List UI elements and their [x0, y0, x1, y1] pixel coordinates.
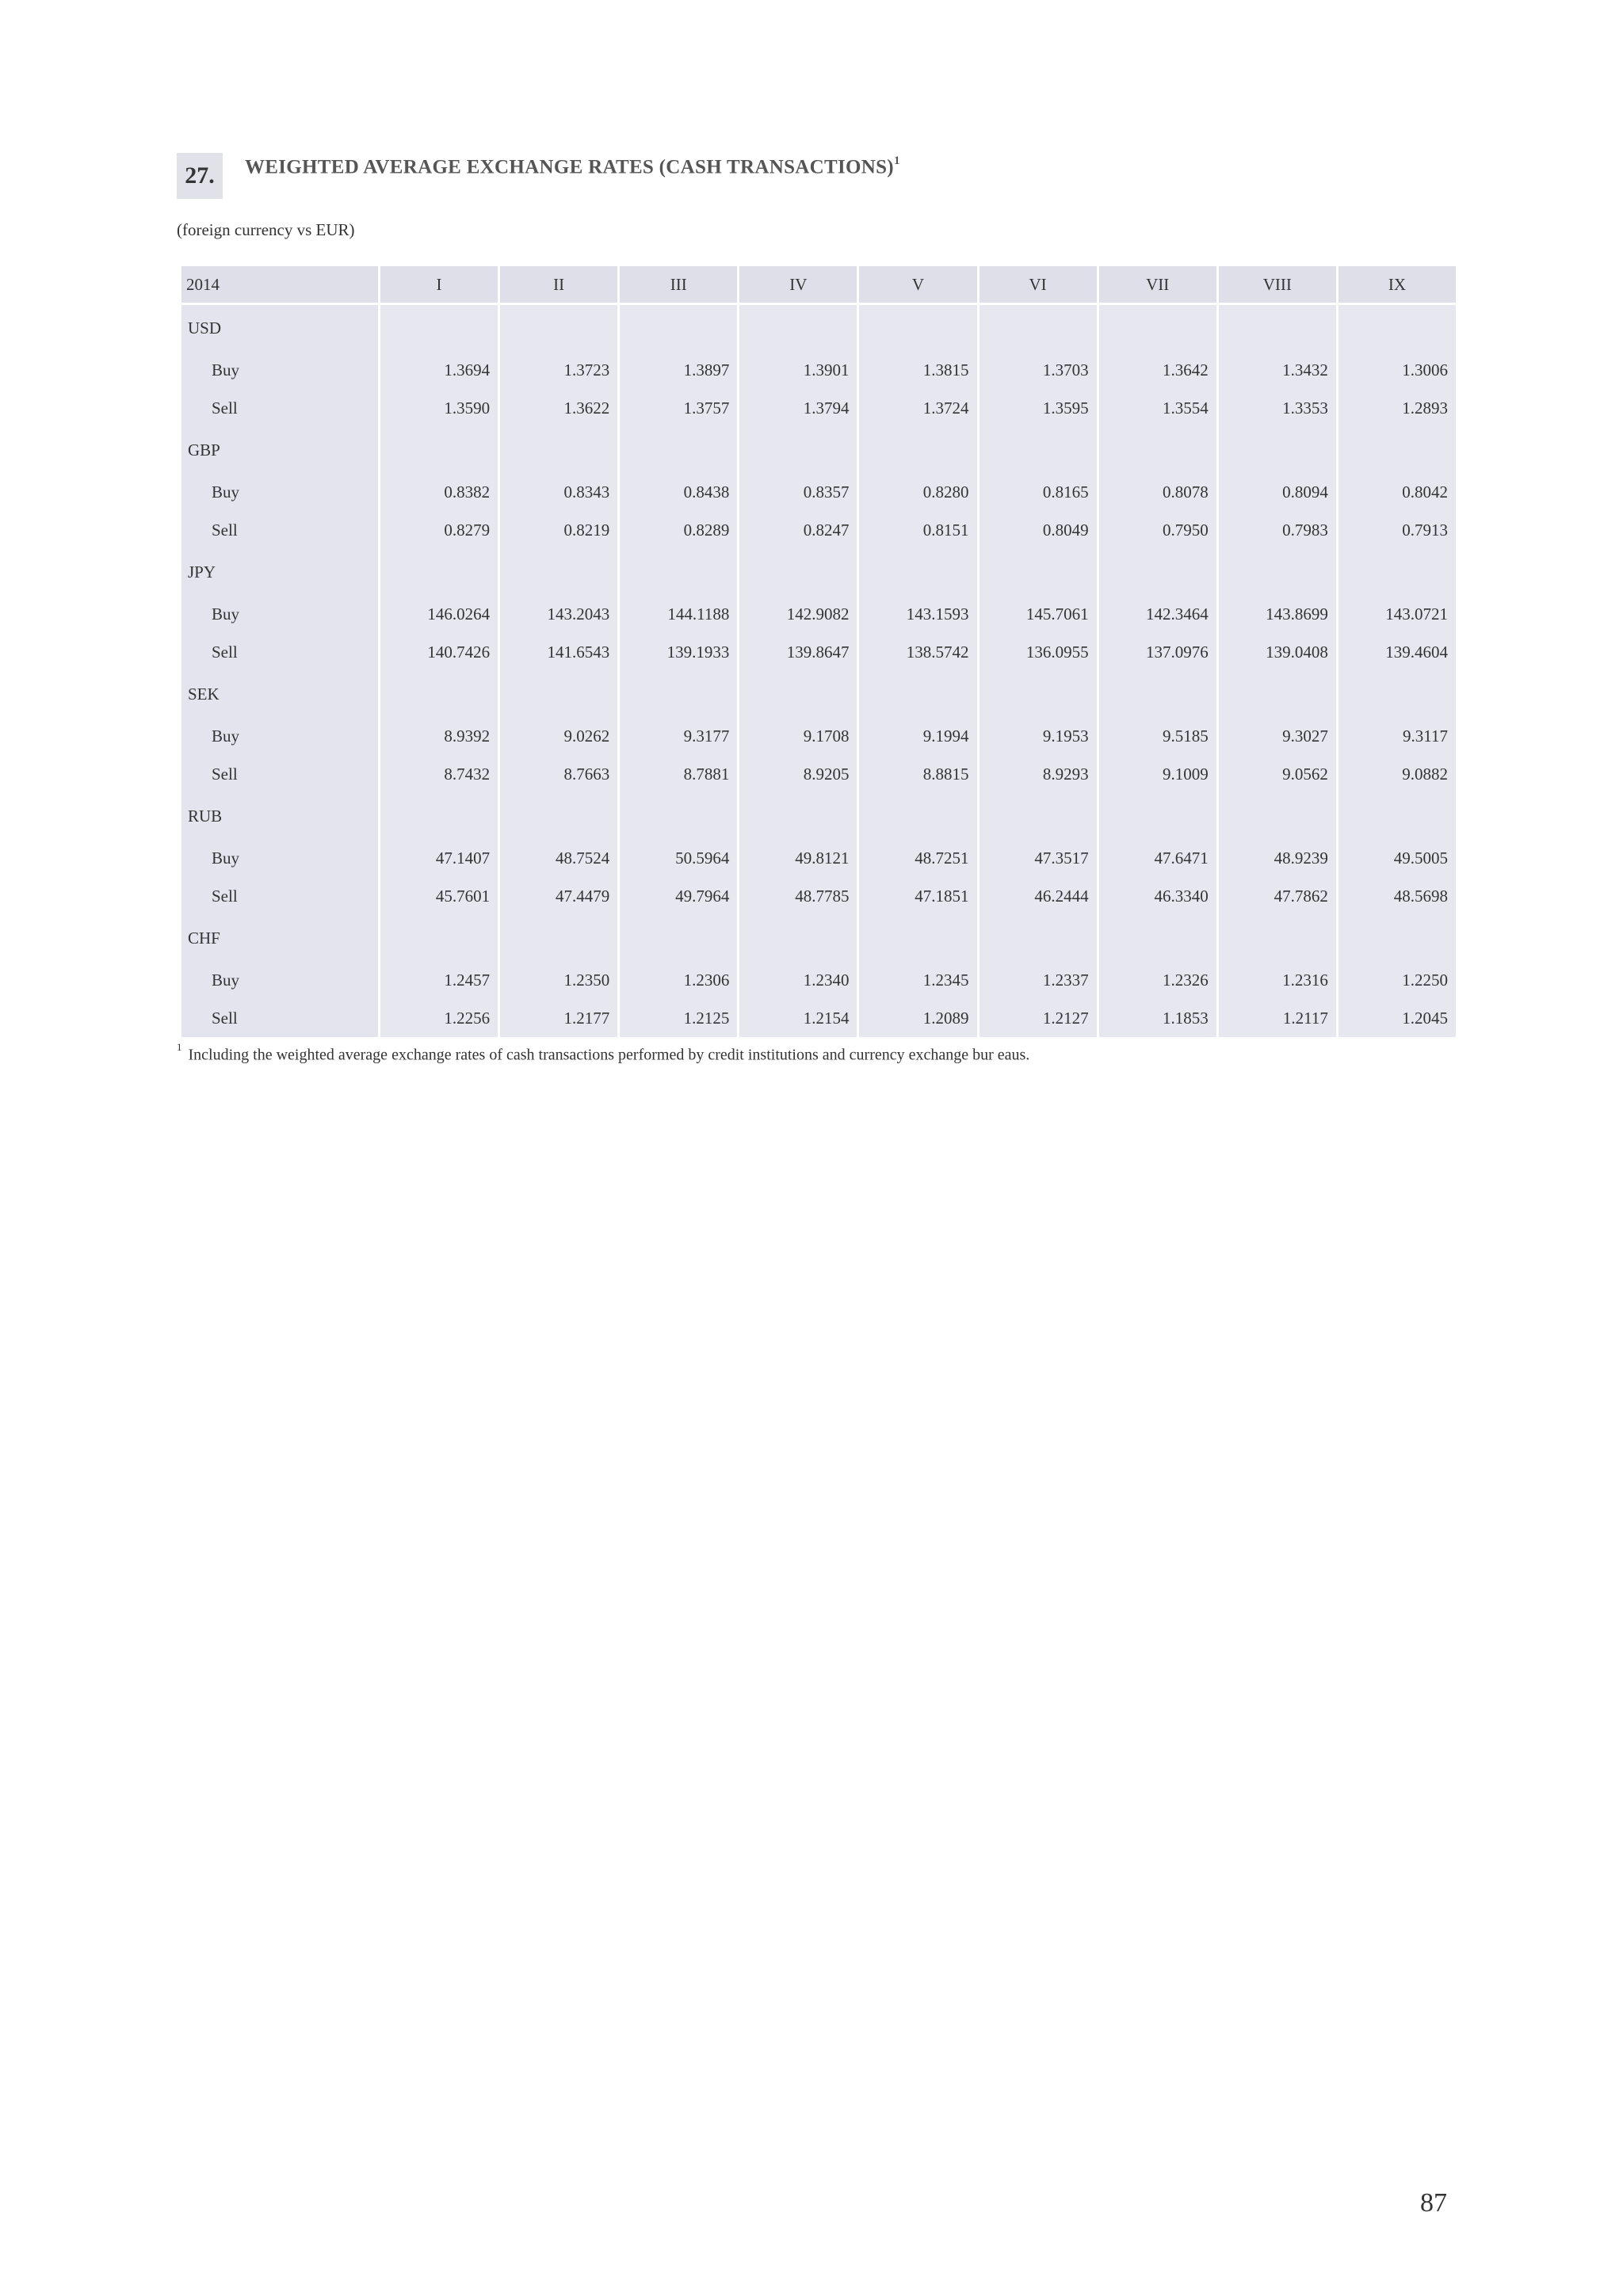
empty-cell — [1099, 793, 1216, 839]
rate-value: 1.2326 — [1099, 961, 1216, 999]
rate-value: 146.0264 — [380, 595, 498, 633]
rate-type-label: Sell — [181, 633, 378, 671]
empty-cell — [500, 793, 617, 839]
rate-value: 8.9392 — [380, 717, 498, 755]
rate-value: 138.5742 — [859, 633, 976, 671]
rate-type-label: Buy — [181, 351, 378, 389]
year-header: 2014 — [181, 266, 378, 305]
rate-value: 0.8343 — [500, 473, 617, 511]
empty-cell — [1338, 549, 1456, 595]
rate-value: 1.1853 — [1099, 999, 1216, 1037]
rate-value: 9.1009 — [1099, 755, 1216, 793]
rate-value: 9.1994 — [859, 717, 976, 755]
empty-cell — [1099, 427, 1216, 473]
empty-cell — [1099, 549, 1216, 595]
rate-value: 1.3723 — [500, 351, 617, 389]
currency-code: RUB — [181, 793, 378, 839]
footnote-mark: 1 — [177, 1041, 182, 1053]
rate-value: 1.3622 — [500, 389, 617, 427]
empty-cell — [380, 793, 498, 839]
currency-row — [181, 427, 1456, 473]
empty-cell — [620, 793, 737, 839]
empty-cell — [1219, 793, 1336, 839]
rate-value: 1.3642 — [1099, 351, 1216, 389]
rate-value: 47.3517 — [980, 839, 1097, 877]
rate-value: 8.9205 — [739, 755, 857, 793]
rate-value: 136.0955 — [980, 633, 1097, 671]
rate-type-label: Sell — [181, 755, 378, 793]
rate-value: 1.2340 — [739, 961, 857, 999]
empty-cell — [859, 793, 976, 839]
table-row — [181, 389, 1456, 427]
rate-value: 0.8094 — [1219, 473, 1336, 511]
empty-cell — [380, 671, 498, 717]
table-header-row — [181, 266, 1456, 305]
empty-cell — [620, 915, 737, 961]
rate-value: 142.9082 — [739, 595, 857, 633]
rate-value: 0.8357 — [739, 473, 857, 511]
rate-value: 47.1851 — [859, 877, 976, 915]
rate-type-label: Sell — [181, 877, 378, 915]
empty-cell — [980, 671, 1097, 717]
rate-value: 9.1708 — [739, 717, 857, 755]
rate-value: 9.1953 — [980, 717, 1097, 755]
rate-value: 139.0408 — [1219, 633, 1336, 671]
rate-value: 1.2337 — [980, 961, 1097, 999]
footnote-text: Including the weighted average exchange rates of cash transactions performed by credit institutions and currency exchange bur eaus. — [188, 1046, 1030, 1064]
empty-cell — [1099, 305, 1216, 351]
empty-cell — [380, 549, 498, 595]
rate-value: 49.8121 — [739, 839, 857, 877]
rate-value: 143.0721 — [1338, 595, 1456, 633]
empty-cell — [380, 427, 498, 473]
rate-value: 1.2089 — [859, 999, 976, 1037]
empty-cell — [1099, 671, 1216, 717]
rate-value: 0.8438 — [620, 473, 737, 511]
empty-cell — [1219, 671, 1336, 717]
rate-value: 0.8279 — [380, 511, 498, 549]
rate-value: 0.8280 — [859, 473, 976, 511]
empty-cell — [1219, 427, 1336, 473]
empty-cell — [380, 915, 498, 961]
empty-cell — [500, 671, 617, 717]
rate-value: 0.8165 — [980, 473, 1097, 511]
section-title — [245, 156, 900, 178]
currency-row — [181, 305, 1456, 351]
rate-value: 49.7964 — [620, 877, 737, 915]
rate-value: 47.4479 — [500, 877, 617, 915]
empty-cell — [620, 427, 737, 473]
empty-cell — [980, 427, 1097, 473]
table-row — [181, 999, 1456, 1037]
rate-value: 137.0976 — [1099, 633, 1216, 671]
empty-cell — [1219, 915, 1336, 961]
rate-type-label: Buy — [181, 961, 378, 999]
section-title-text: WEIGHTED AVERAGE EXCHANGE RATES (CASH TRANSACTIONS) — [245, 156, 894, 178]
rate-value: 0.8247 — [739, 511, 857, 549]
rate-value: 1.2457 — [380, 961, 498, 999]
empty-cell — [980, 915, 1097, 961]
page-number: 87 — [1420, 2188, 1447, 2218]
rate-value: 143.8699 — [1219, 595, 1336, 633]
rate-value: 9.0262 — [500, 717, 617, 755]
rate-value: 47.1407 — [380, 839, 498, 877]
rate-value: 1.2117 — [1219, 999, 1336, 1037]
rate-type-label: Sell — [181, 389, 378, 427]
empty-cell — [500, 427, 617, 473]
rate-value: 1.3897 — [620, 351, 737, 389]
rate-value: 1.3554 — [1099, 389, 1216, 427]
empty-cell — [620, 549, 737, 595]
rate-value: 1.2154 — [739, 999, 857, 1037]
rate-value: 9.3027 — [1219, 717, 1336, 755]
rate-value: 1.2350 — [500, 961, 617, 999]
rate-value: 8.9293 — [980, 755, 1097, 793]
rate-value: 1.3794 — [739, 389, 857, 427]
rate-value: 0.8382 — [380, 473, 498, 511]
empty-cell — [1338, 915, 1456, 961]
currency-row — [181, 671, 1456, 717]
rate-value: 46.2444 — [980, 877, 1097, 915]
empty-cell — [859, 305, 976, 351]
rate-value: 1.3590 — [380, 389, 498, 427]
rate-type-label: Sell — [181, 999, 378, 1037]
rate-value: 47.6471 — [1099, 839, 1216, 877]
rate-value: 1.2127 — [980, 999, 1097, 1037]
currency-code: CHF — [181, 915, 378, 961]
empty-cell — [1219, 305, 1336, 351]
rate-value: 8.7663 — [500, 755, 617, 793]
currency-code: SEK — [181, 671, 378, 717]
rate-value: 50.5964 — [620, 839, 737, 877]
empty-cell — [859, 915, 976, 961]
section-title-footnote-mark: 1 — [893, 154, 900, 167]
rate-value: 48.9239 — [1219, 839, 1336, 877]
rate-value: 139.1933 — [620, 633, 737, 671]
rate-value: 0.8151 — [859, 511, 976, 549]
empty-cell — [620, 305, 737, 351]
rate-value: 1.3595 — [980, 389, 1097, 427]
rate-value: 139.4604 — [1338, 633, 1456, 671]
empty-cell — [859, 671, 976, 717]
rate-value: 0.7983 — [1219, 511, 1336, 549]
empty-cell — [859, 427, 976, 473]
table-row — [181, 717, 1456, 755]
month-header: I — [380, 266, 498, 305]
empty-cell — [1338, 305, 1456, 351]
rate-value: 1.2316 — [1219, 961, 1336, 999]
table-row — [181, 633, 1456, 671]
rate-value: 48.7251 — [859, 839, 976, 877]
rate-value: 9.3177 — [620, 717, 737, 755]
rate-value: 9.3117 — [1338, 717, 1456, 755]
rate-value: 1.3432 — [1219, 351, 1336, 389]
month-header: VI — [980, 266, 1097, 305]
empty-cell — [1219, 549, 1336, 595]
empty-cell — [1338, 793, 1456, 839]
rate-value: 140.7426 — [380, 633, 498, 671]
rate-value: 1.2125 — [620, 999, 737, 1037]
rate-value: 0.8049 — [980, 511, 1097, 549]
rate-value: 1.3694 — [380, 351, 498, 389]
rate-value: 1.3901 — [739, 351, 857, 389]
section-number: 27. — [177, 153, 223, 199]
rate-value: 1.3815 — [859, 351, 976, 389]
rate-value: 1.3724 — [859, 389, 976, 427]
rate-value: 8.7881 — [620, 755, 737, 793]
rate-value: 0.7913 — [1338, 511, 1456, 549]
rate-value: 143.2043 — [500, 595, 617, 633]
rate-value: 1.3353 — [1219, 389, 1336, 427]
rate-value: 9.0882 — [1338, 755, 1456, 793]
month-header: IX — [1338, 266, 1456, 305]
empty-cell — [739, 427, 857, 473]
rate-value: 49.5005 — [1338, 839, 1456, 877]
rate-type-label: Sell — [181, 511, 378, 549]
empty-cell — [980, 793, 1097, 839]
empty-cell — [620, 671, 737, 717]
rate-value: 45.7601 — [380, 877, 498, 915]
rate-value: 1.3757 — [620, 389, 737, 427]
rate-value: 8.7432 — [380, 755, 498, 793]
empty-cell — [1099, 915, 1216, 961]
empty-cell — [739, 671, 857, 717]
rate-value: 9.0562 — [1219, 755, 1336, 793]
rate-value: 1.2250 — [1338, 961, 1456, 999]
rate-type-label: Buy — [181, 473, 378, 511]
rate-value: 47.7862 — [1219, 877, 1336, 915]
empty-cell — [739, 915, 857, 961]
rate-value: 141.6543 — [500, 633, 617, 671]
rate-value: 1.2893 — [1338, 389, 1456, 427]
section-header — [177, 153, 900, 199]
table-row — [181, 755, 1456, 793]
rate-value: 48.7785 — [739, 877, 857, 915]
rate-value: 1.2306 — [620, 961, 737, 999]
table-row — [181, 961, 1456, 999]
table-row — [181, 595, 1456, 633]
empty-cell — [980, 549, 1097, 595]
rate-value: 1.2256 — [380, 999, 498, 1037]
table-body — [181, 305, 1456, 1037]
rate-value: 1.2345 — [859, 961, 976, 999]
empty-cell — [1338, 671, 1456, 717]
rate-value: 0.8042 — [1338, 473, 1456, 511]
empty-cell — [980, 305, 1097, 351]
month-header: III — [620, 266, 737, 305]
month-header: II — [500, 266, 617, 305]
rate-value: 1.2045 — [1338, 999, 1456, 1037]
rate-value: 1.2177 — [500, 999, 617, 1037]
currency-row — [181, 915, 1456, 961]
empty-cell — [500, 549, 617, 595]
table-subtitle: (foreign currency vs EUR) — [177, 220, 355, 239]
rate-value: 9.5185 — [1099, 717, 1216, 755]
rate-value: 145.7061 — [980, 595, 1097, 633]
rate-type-label: Buy — [181, 595, 378, 633]
month-header: V — [859, 266, 976, 305]
footnote — [177, 1041, 1030, 1065]
currency-row — [181, 793, 1456, 839]
rate-value: 48.5698 — [1338, 877, 1456, 915]
rate-value: 144.1188 — [620, 595, 737, 633]
empty-cell — [859, 549, 976, 595]
empty-cell — [500, 305, 617, 351]
rate-value: 0.8219 — [500, 511, 617, 549]
month-header: IV — [739, 266, 857, 305]
month-header: VII — [1099, 266, 1216, 305]
exchange-rates-table — [179, 266, 1458, 1037]
rate-value: 0.8289 — [620, 511, 737, 549]
empty-cell — [500, 915, 617, 961]
table-row — [181, 511, 1456, 549]
empty-cell — [1338, 427, 1456, 473]
rate-value: 142.3464 — [1099, 595, 1216, 633]
empty-cell — [739, 793, 857, 839]
rate-value: 1.3006 — [1338, 351, 1456, 389]
table-row — [181, 839, 1456, 877]
rate-value: 48.7524 — [500, 839, 617, 877]
table-row — [181, 473, 1456, 511]
currency-code: GBP — [181, 427, 378, 473]
rate-value: 1.3703 — [980, 351, 1097, 389]
rate-value: 46.3340 — [1099, 877, 1216, 915]
table-row — [181, 877, 1456, 915]
rate-value: 0.7950 — [1099, 511, 1216, 549]
currency-code: JPY — [181, 549, 378, 595]
currency-row — [181, 549, 1456, 595]
rate-value: 8.8815 — [859, 755, 976, 793]
rate-value: 143.1593 — [859, 595, 976, 633]
empty-cell — [739, 549, 857, 595]
month-header: VIII — [1219, 266, 1336, 305]
currency-code: USD — [181, 305, 378, 351]
rate-value: 0.8078 — [1099, 473, 1216, 511]
empty-cell — [739, 305, 857, 351]
empty-cell — [380, 305, 498, 351]
rate-value: 139.8647 — [739, 633, 857, 671]
rate-type-label: Buy — [181, 839, 378, 877]
table-row — [181, 351, 1456, 389]
rate-type-label: Buy — [181, 717, 378, 755]
